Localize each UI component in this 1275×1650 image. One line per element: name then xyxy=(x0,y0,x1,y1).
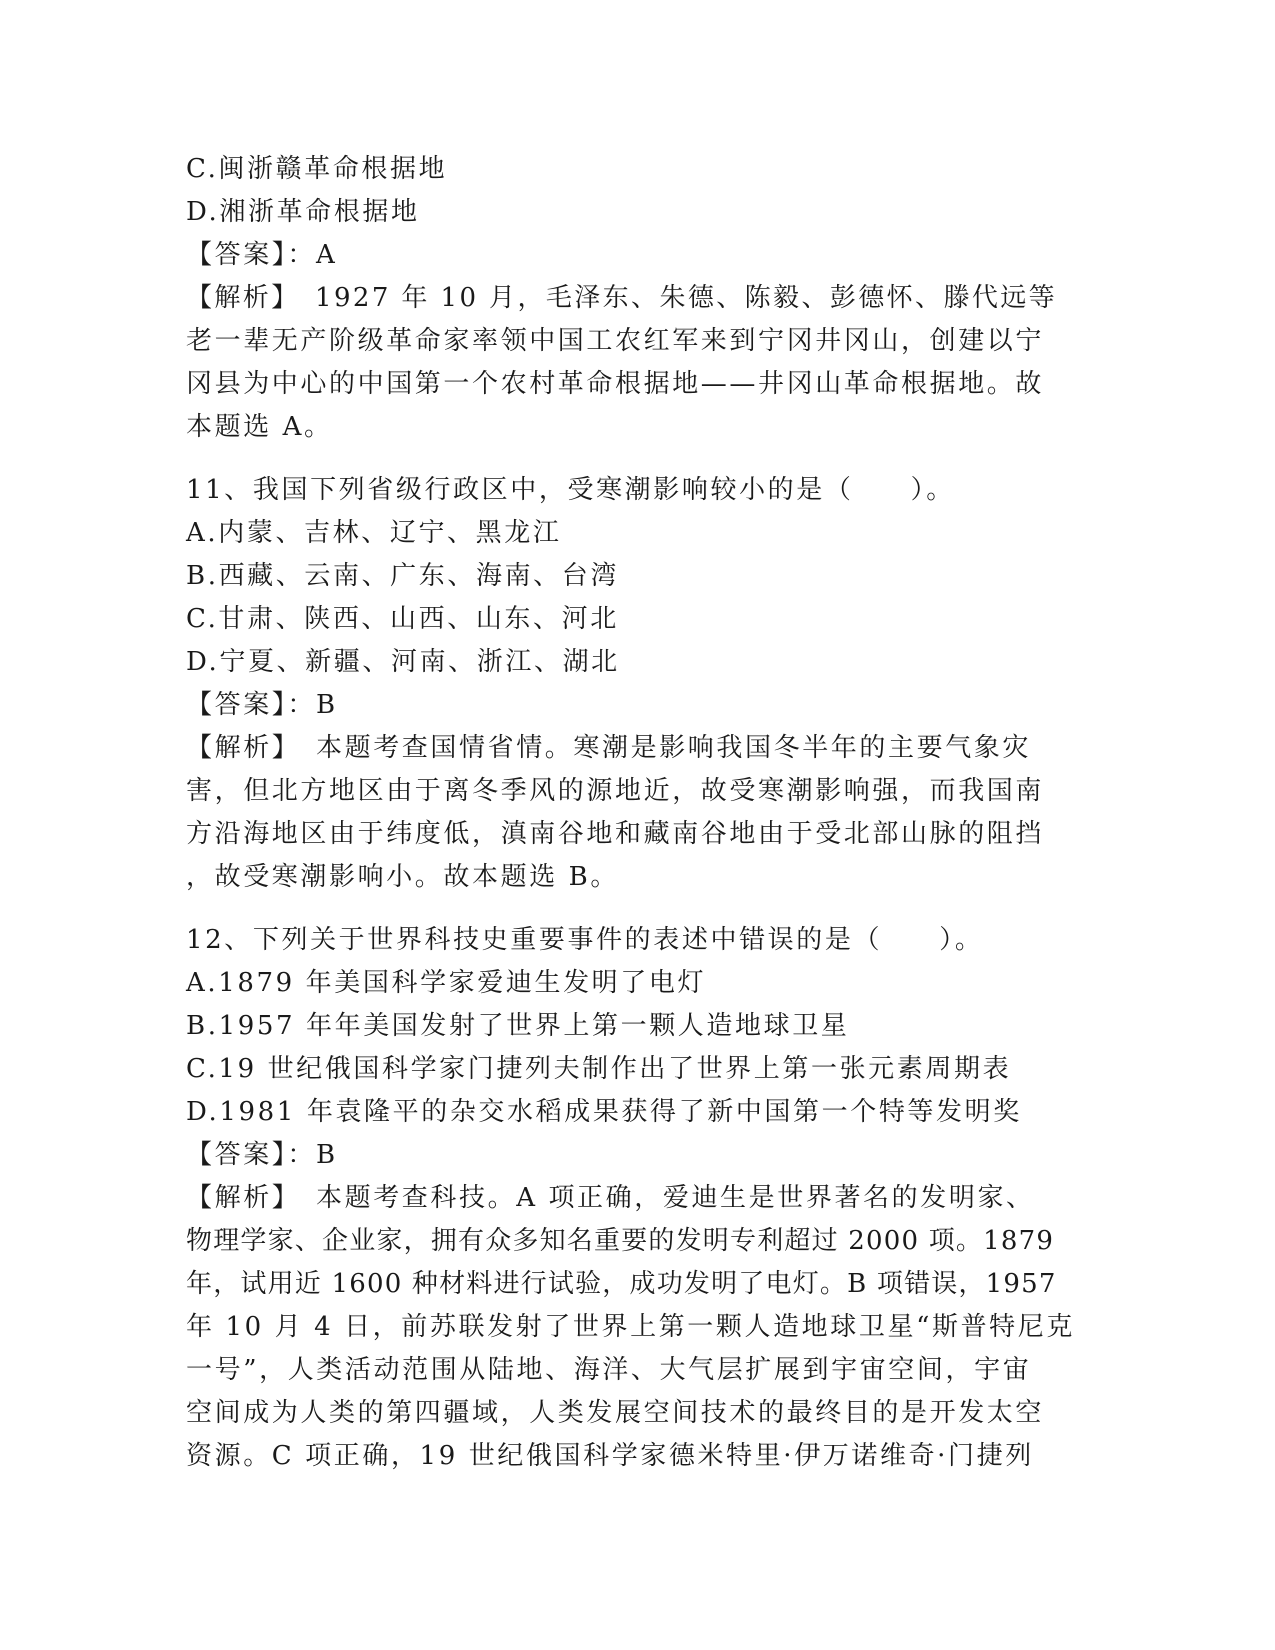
analysis-line: 物理学家、企业家，拥有众多知名重要的发明专利超过 2000 项。1879 xyxy=(186,1226,1055,1256)
analysis-line: 老一辈无产阶级革命家率领中国工农红军来到宁冈井冈山，创建以宁 xyxy=(186,326,1045,356)
analysis-line: ，故受寒潮影响小。故本题选 B。 xyxy=(186,862,619,892)
option-a: A.内蒙、吉林、辽宁、黑龙江 xyxy=(186,518,562,548)
option-b: B.1957 年年美国发射了世界上第一颗人造地球卫星 xyxy=(186,1011,850,1041)
analysis-line: 年，试用近 1600 种材料进行试验，成功发明了电灯。B 项错误，1957 xyxy=(186,1269,1057,1299)
question-stem: 11、我国下列省级行政区中，受寒潮影响较小的是（ ）。 xyxy=(186,475,955,505)
option-d: D.湘浙革命根据地 xyxy=(186,197,420,227)
question-11-block xyxy=(186,469,1086,899)
option-b: B.西藏、云南、广东、海南、台湾 xyxy=(186,561,619,591)
analysis-line: 害，但北方地区由于离冬季风的源地近，故受寒潮影响强，而我国南 xyxy=(186,776,1045,806)
question-gap xyxy=(186,899,1086,919)
analysis-line: 空间成为人类的第四疆域，人类发展空间技术的最终目的是开发太空 xyxy=(186,1398,1045,1428)
analysis-line: 一号”，人类活动范围从陆地、海洋、大气层扩展到宇宙空间，宇宙 xyxy=(186,1355,1032,1385)
document-page xyxy=(186,148,1086,1478)
analysis-line: 本题选 A。 xyxy=(186,412,333,442)
answer-line: 【答案】：B xyxy=(186,690,338,720)
answer-line: 【答案】：A xyxy=(186,240,338,270)
analysis-line: 【解析】 本题考查国情省情。寒潮是影响我国冬半年的主要气象灾 xyxy=(186,733,1032,763)
option-d: D.宁夏、新疆、河南、浙江、湖北 xyxy=(186,647,620,677)
analysis-line: 资源。C 项正确，19 世纪俄国科学家德米特里·伊万诺维奇·门捷列 xyxy=(186,1441,1034,1471)
analysis-line: 【解析】 本题考查科技。A 项正确，爱迪生是世界著名的发明家、 xyxy=(186,1183,1035,1213)
question-12-block xyxy=(186,919,1086,1478)
prev-question-block xyxy=(186,148,1086,449)
option-a: A.1879 年美国科学家爱迪生发明了电灯 xyxy=(186,968,707,998)
question-stem: 12、下列关于世界科技史重要事件的表述中错误的是（ ）。 xyxy=(186,925,984,955)
analysis-line: 冈县为中心的中国第一个农村革命根据地——井冈山革命根据地。故 xyxy=(186,369,1045,399)
option-c: C.甘肃、陕西、山西、山东、河北 xyxy=(186,604,619,634)
option-c: C.19 世纪俄国科学家门捷列夫制作出了世界上第一张元素周期表 xyxy=(186,1054,1012,1084)
option-d: D.1981 年袁隆平的杂交水稻成果获得了新中国第一个特等发明奖 xyxy=(186,1097,1022,1127)
answer-line: 【答案】：B xyxy=(186,1140,338,1170)
option-c: C.闽浙赣革命根据地 xyxy=(186,154,448,184)
analysis-line: 【解析】 1927 年 10 月，毛泽东、朱德、陈毅、彭德怀、滕代远等 xyxy=(186,283,1058,313)
analysis-line: 年 10 月 4 日，前苏联发射了世界上第一颗人造地球卫星“斯普特尼克 xyxy=(186,1312,1075,1342)
question-gap xyxy=(186,449,1086,469)
analysis-line: 方沿海地区由于纬度低，滇南谷地和藏南谷地由于受北部山脉的阻挡 xyxy=(186,819,1045,849)
